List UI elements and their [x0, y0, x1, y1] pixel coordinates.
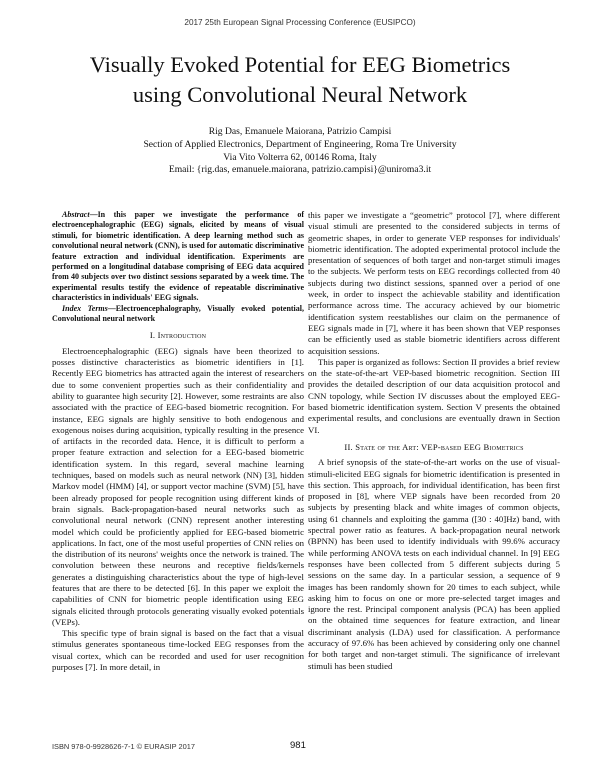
author-block	[60, 126, 540, 177]
sota-paragraph-1: A brief synopsis of the state-of-the-art works on the use of visual-stimuli-elicited EEG signals for biometric identification is presented in this section. This approach, for individual identification, has been first proposed in [8], where VEP signals have been recorded from 20 subjects by presenting black and white images of common objects, using 61 channels and exploiting the gamma ([30 : 40]Hz) band, with spectral power ratio as features. A back-propagation neural network (BPNN) has been used to identify individuals with 99.6% accuracy while performing ANOVA tests on each individual channel. In [9] EEG responses have been collected from 5 different subjects during 5 sessions on the same day. In a particular session, a sequence of 9 images has been randomly shown for 20 times to each subject, while asking him to focus on one or more pre-selected target images and ignore the rest. Principal component analysis (PCA) has been applied on the obtained time sequences for feature extraction, and linear discriminant analysis (LDA) used for classification. A performance accuracy of 97.6% has been achieved by considering only one channel for both target and non-target stimuli. The significance of irrelevant stimuli has been studied	[308, 457, 560, 671]
right-column	[308, 210, 560, 672]
conference-header: 2017 25th European Signal Processing Conference (EUSIPCO)	[184, 18, 416, 27]
footer-isbn: ISBN 978-0-9928626-7-1 © EURASIP 2017	[52, 742, 195, 751]
abstract	[52, 210, 304, 304]
title-line-1: Visually Evoked Potential for EEG Biometrics	[89, 52, 511, 77]
paper-title	[40, 50, 560, 110]
author-names: Rig Das, Emanuele Maiorana, Patrizio Campisi	[208, 126, 392, 137]
abstract-label: Abstract	[62, 210, 90, 219]
left-column	[52, 210, 304, 673]
section-heading-introduction: I. Introduction	[149, 330, 207, 341]
intro-paragraph-4: This paper is organized as follows: Section II provides a brief review on the state-of-the-art VEP-based biometric recognition. Section III provides the detailed description of our data acquisition protocol and CNN topology, while Section IV discusses about the employed EEG-based biometric identification system. Section V presents the obtained experimental results, and conclusions are eventually drawn in Section VI.	[308, 356, 560, 435]
title-line-2: using Convolutional Neural Network	[132, 82, 468, 107]
abstract-text: —In this paper we investigate the performance of electroencephalographic (EEG) signals, elicited by means of visual stimuli, for biometric identification. A deep learning method such as convolutional neural network (CNN), is used for automatic discriminative feature extraction and individual identification. Experiments are performed on a longitudinal database comprising of EEG data acquired from 40 subjects over two distinct sessions separated by a week time. The experimental results testify the evidence of repeatable discriminative characteristics in individuals' EEG signals.	[52, 210, 304, 303]
page-number: 981	[290, 740, 306, 751]
email: Email: {rig.das, emanuele.maiorana, patrizio.campisi}@uniroma3.it	[168, 164, 432, 176]
affiliation: Section of Applied Electronics, Department of Engineering, Roma Tre University	[143, 138, 457, 150]
intro-paragraph-3: this paper we investigate a “geometric” protocol [7], where different visual stimuli are presented to the considered subjects in terms of geometric shapes, in order to generate VEP responses for individuals' biometric identification. The adopted experimental protocol include the presentation of sequences of both target and non-target stimuli images to the subjects. We perform tests on EEG recordings collected from 40 subjects during two distinct sessions, spanned over a period of one week, in order to inspect the achievable stability and identification performance across time. The accuracy achieved by our biometric identification system reestablishes our claim on the permanence of EEG signals made in [7], where it has been shown that VEP responses can be efficiently used as stable biometric identifiers across different acquisition sessions.	[308, 210, 560, 356]
address: Via Vito Volterra 62, 00146 Roma, Italy	[223, 151, 377, 163]
section-heading-state-of-art: II. State of the Art: VEP-based EEG Biometrics	[344, 441, 524, 452]
index-terms-text: —Electroencephalography, Visually evoked potential, Convolutional neural network	[52, 303, 305, 324]
intro-paragraph-1: Electroencephalographic (EEG) signals have been theorized to posses distinctive characteristics as biometric identifiers in [1]. Recently EEG biometrics has attracted again the interest of researchers due to some convenient properties such as their confidentiality and ability to guarantee high security [2]. However, some restraints are also associated with the practice of EEG-based biometric recognition. For instance, EEG signals are highly sensitive to both endogenous and exogenous noises during acquisition, typically resulting in the presence of artifacts in the recorded data. Hence, it is difficult to perform a proper feature extraction and selection for a EEG-based biometric identification system. In this regard, several machine learning techniques, based on models such as neural network (NN) [3], hidden Markov model (HMM) [4], or support vector machine (SVM) [5], have been already proposed for people recognition using different kinds of brain signals. Back-propagation-based neural networks such as convolutional neural network (CNN) represent another interesting model which could be proficiently applied for EEG-based biometric applications. In fact, one of the most useful properties of CNN relies on the distribution of its neurons' weights once the network is trained. The convolution between these neurons and receptive fields/kernels generates a distinguishing characteristics about the type of high-level features that are there to be detected [6]. In this paper we exploit the capabilities of CNN for biometric people identification using EEG signals elicited through protocols generating visually evoked potentials (VEPs).	[52, 345, 304, 627]
index-terms	[52, 304, 304, 325]
index-terms-label: Index Terms	[62, 303, 108, 313]
intro-paragraph-2: This specific type of brain signal is based on the fact that a visual stimulus generates spontaneous time-locked EEG responses from the visual cortex, which can be recorded and used for user recognition purposes [7]. In more detail, in	[52, 628, 304, 673]
